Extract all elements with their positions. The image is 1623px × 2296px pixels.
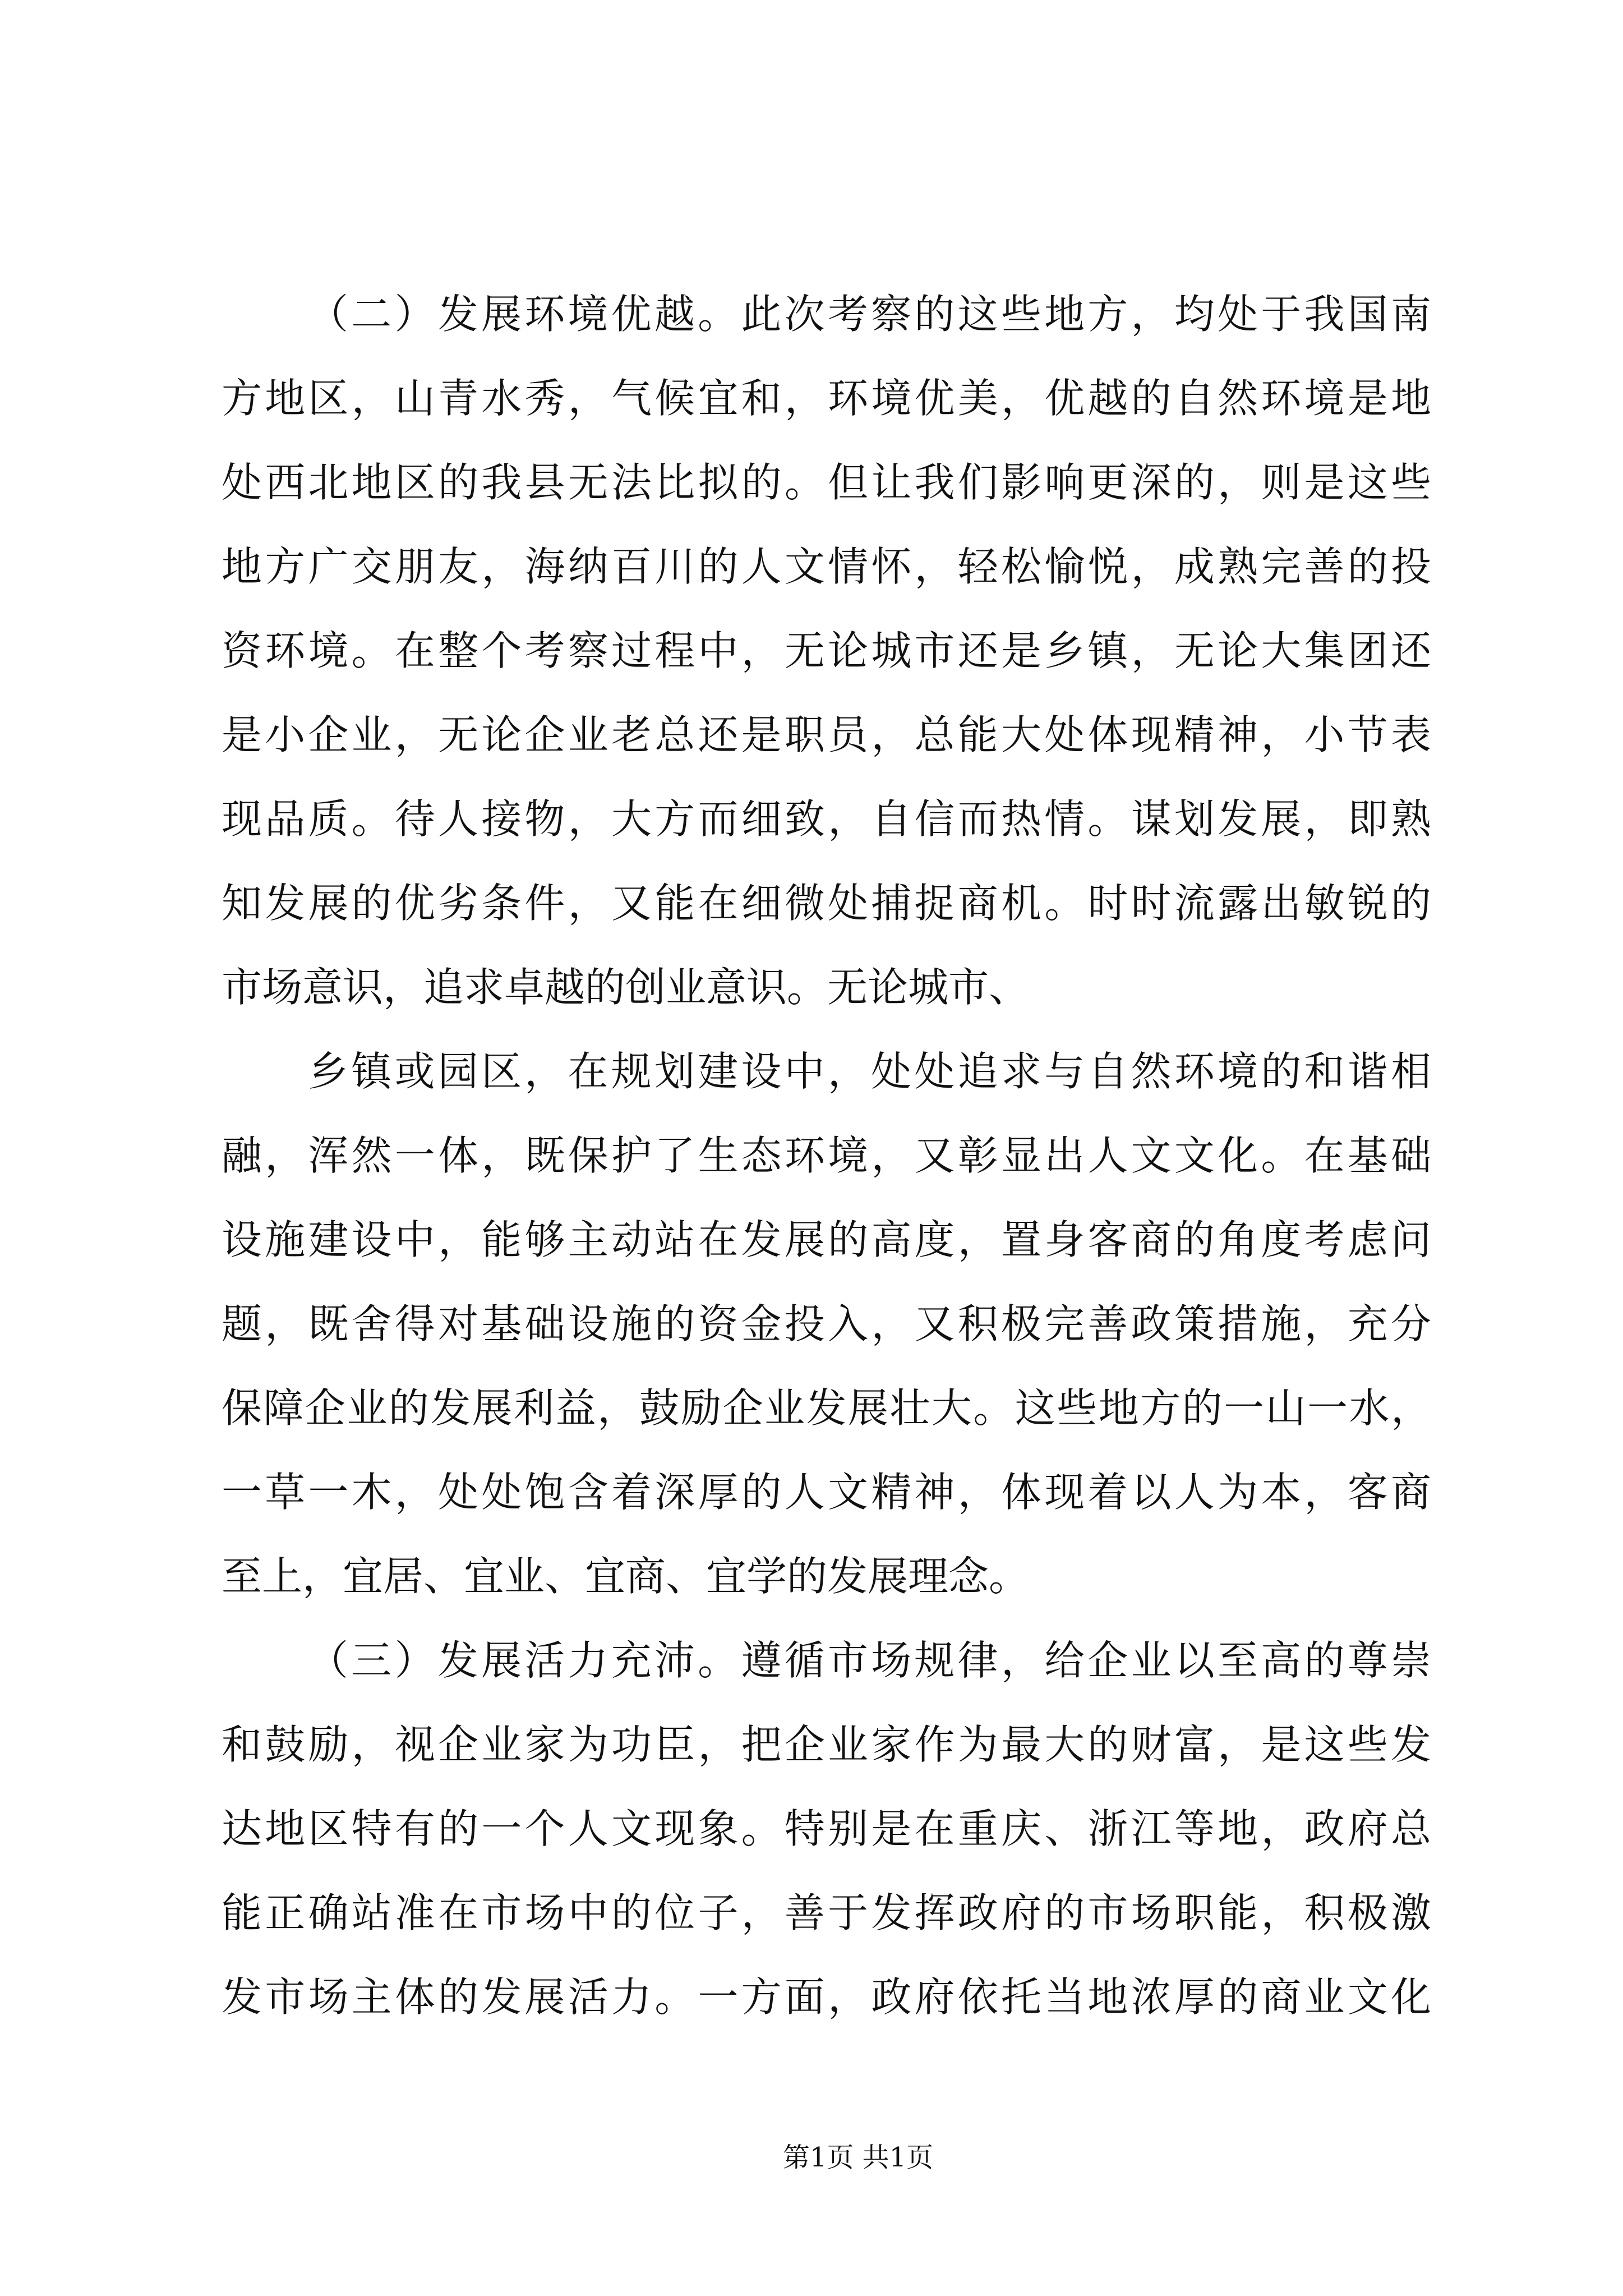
paragraph-planning-construction	[222, 1029, 1431, 1618]
text-line: 发市场主体的发展活力。一方面，政府依托当地浓厚的商业文化	[222, 1973, 1431, 2021]
text-line: 融，浑然一体，既保护了生态环境，又彰显出人文文化。在基础	[222, 1132, 1431, 1179]
paragraph-development-vitality	[222, 1618, 1431, 2039]
document-body	[222, 272, 1431, 2039]
text-line: 一草一木，处处饱含着深厚的人文精神，体现着以人为本，客商	[222, 1469, 1431, 1516]
text-line: 处西北地区的我县无法比拟的。但让我们影响更深的，则是这些	[222, 459, 1431, 506]
text-line: 能正确站准在市场中的位子，善于发挥政府的市场职能，积极激	[222, 1889, 1431, 1936]
text-line: 至上，宜居、宜业、宜商、宜学的发展理念。	[222, 1553, 1030, 1600]
text-line: 乡镇或园区，在规划建设中，处处追求与自然环境的和谐相	[308, 1048, 1431, 1095]
text-line: （三）发展活力充沛。遵循市场规律，给企业以至高的尊崇	[308, 1637, 1431, 1684]
text-line: （二）发展环境优越。此次考察的这些地方，均处于我国南	[308, 291, 1431, 338]
text-line: 和鼓励，视企业家为功臣，把企业家作为最大的财富，是这些发	[222, 1721, 1431, 1768]
text-line: 题，既舍得对基础设施的资金投入，又积极完善政策措施，充分	[222, 1300, 1431, 1347]
text-line: 资环境。在整个考察过程中，无论城市还是乡镇，无论大集团还	[222, 627, 1431, 674]
text-line: 现品质。待人接物，大方而细致，自信而热情。谋划发展，即熟	[222, 795, 1431, 843]
text-line: 设施建设中，能够主动站在发展的高度，置身客商的角度考虑问	[222, 1216, 1431, 1263]
text-line: 地方广交朋友，海纳百川的人文情怀，轻松愉悦，成熟完善的投	[222, 543, 1431, 590]
text-line: 保障企业的发展利益，鼓励企业发展壮大。这些地方的一山一水，	[222, 1384, 1431, 1432]
text-line: 知发展的优劣条件，又能在细微处捕捉商机。时时流露出敏锐的	[222, 880, 1431, 927]
paragraph-development-environment	[222, 272, 1431, 1029]
text-line: 方地区，山青水秀，气候宜和，环境优美，优越的自然环境是地	[222, 375, 1431, 422]
text-line: 市场意识，追求卓越的创业意识。无论城市、	[222, 964, 1030, 1011]
text-line: 达地区特有的一个人文现象。特别是在重庆、浙江等地，政府总	[222, 1805, 1431, 1852]
text-line: 是小企业，无论企业老总还是职员，总能大处体现精神，小节表	[222, 711, 1431, 758]
page-footer: 第1页 共1页	[782, 2142, 934, 2173]
